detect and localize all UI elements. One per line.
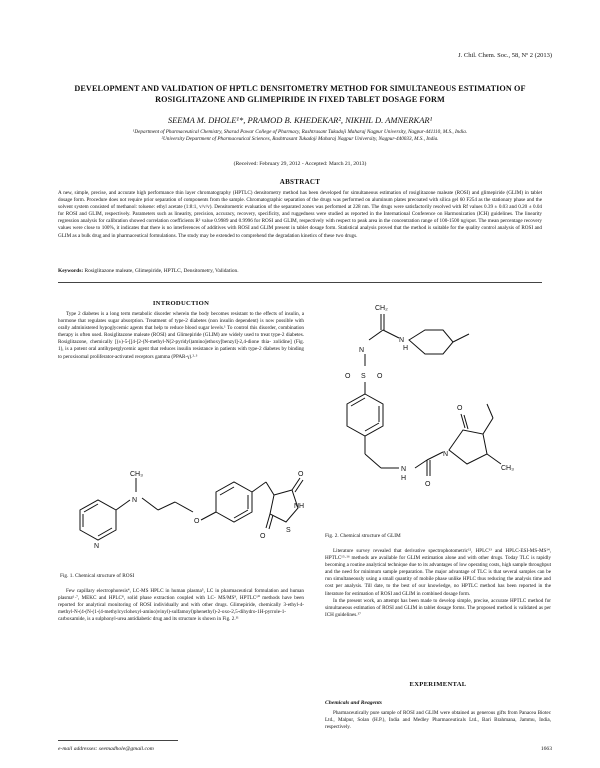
glim-structure-figure: [325, 292, 551, 530]
article-title: DEVELOPMENT AND VALIDATION OF HPTLC DENSITOMETRY METHOD FOR SIMULTANEOUS ESTIMATION OF ROSIGLITAZONE AND GLIMEPIRIDE IN FIXED TABLET DOSAGE FORM: [74, 84, 526, 104]
intro-paragraph-3: Literature survey revealed that derivative spectrophotometric¹², HPLC¹³ and HPLC-ESI-MS-MS¹⁴, HPTLC¹⁵·¹⁶ methods are available for GLIM estimation alone and with other drugs. Today TLC is rapidly becoming a routine analytical technique due to its advantages of low operating costs, high sample throughput and the need for minimum sample preparation. The major advantage of TLC is that several samples can be run simultaneously using a small quantity of mobile phase unlike HPLC thus reducing the analysis time and cost per analysis. Till date, to the best of our knowledge, no HPTLC method has been reported in the literature for estimation of ROSI and GLIM in combined dosage form.: [325, 548, 551, 597]
glim-label-s: S: [361, 373, 366, 380]
benzene-ring-glim: [347, 394, 383, 436]
experimental-heading: EXPERIMENTAL: [409, 681, 467, 688]
pyridine-ring: [80, 500, 116, 540]
rosi-label-ether-o: O: [194, 518, 200, 525]
glim-label-o-amide: O: [425, 481, 431, 488]
glim-label-o-ring: O: [457, 405, 463, 412]
introduction-heading: INTRODUCTION: [152, 300, 210, 307]
glim-label-o-left: O: [345, 373, 351, 380]
glim-label-h3: H: [401, 475, 407, 482]
cyclohexane-ring: [409, 330, 453, 354]
page-number: 1663: [540, 746, 552, 752]
rosi-label-amine-n: N: [132, 497, 138, 504]
intro-paragraph-1: Type 2 diabetes is a long term metabolic disorder wherein the body becomes resistant to the effects of insulin, a hormone that regulates sugar absorption. Treatment of type-2 diabetes (non insulin dependent) is now possible with orally administered hypoglycemic agents that help to reduce blood sugar levels.¹ To control this disorder, combination therapy is often used. Rosiglitazone maleate (ROSI) and Glimepiride (GLIM) are widely used to treat type-2 diabetes. Rosiglitazone, chemically [(±)-5-[[4-[2-(N-methyl-N(2-pyridyl)amino]ethoxy]benzyl]-2,4-dione thia- zolidine] (Fig. 1), is a potent oral antihyperglycemic agent that reduces insulin resistance in patients with type-2 diabetes by binding to peroxisomal proliferator-activated receptors gamma (PPAR-γ).²·³: [58, 311, 304, 360]
affiliation-2: ²University Department of Pharmaceutical Sciences, Rashtrasant Tukadoji Maharaj Nagpur University, Nagpur-440033, M.S., India.: [161, 136, 439, 142]
rosi-label-nh: NH: [294, 503, 305, 510]
affiliation-1: ¹Department of Pharmaceutical Chemistry, Sharad Pawar College of Pharmacy, Rashtrasant Tukadoji Maharaj Nagpur University, Nagpur-441110, M.S., India.: [132, 129, 468, 135]
glim-label-h2: H: [355, 347, 361, 354]
footnote-divider: [58, 740, 178, 741]
glim-label-n1: N: [399, 337, 405, 344]
keywords-list: Rosiglitazone maleate, Glimepiride, HPTLC, Densitometry, Validation.: [83, 268, 239, 274]
glim-label-ch2: CH₂: [375, 305, 388, 312]
affiliations: [60, 129, 540, 143]
intro-paragraph-2: Few capillary electrophoresis⁴, LC-MS HPLC in human plasma⁵, LC in pharmaceutical formulation and human plasma⁶·⁷, MEKC and HPLC⁸, solid phase extraction coupled with LC- MS/MS⁹, HPTLC¹⁰ methods have been reported for analytical monitoring of ROSI individually and with other drugs. Glimepiride, chemically 3-ethyl-4-methyl-N-(4-(N-(1-(4-methylcyclohexyl-amino)vinyl)-sulfamoyl)phenethyl)-2-oxo-2,5-dihydro-1H-pyrrole-1-carboxamide, is a sulphonyl-urea antidiabetic drug and its structure is shown in Fig. 2.¹¹: [58, 588, 304, 623]
section-divider: [58, 282, 542, 283]
glim-label-n2: N: [359, 347, 365, 354]
article-authors: SEEMA M. DHOLE¹*, PRAMOD B. KHEDEKAR², NIKHIL D. AMNERKAR¹: [167, 115, 433, 125]
rosi-label-ch3: CH₃: [130, 471, 143, 478]
received-dates: (Received: February 29, 2012 - Accepted: March 21, 2013): [233, 161, 367, 167]
glim-label-h1: H: [403, 345, 409, 352]
benzene-ring: [216, 482, 252, 522]
chemicals-subheading: Chemicals and Reagents: [325, 700, 382, 706]
journal-header: J. Chil. Chem. Soc., 58, Nº 2 (2013): [458, 52, 552, 59]
rosi-label-o-bottom: O: [260, 533, 266, 540]
keywords-label: Keywords:: [58, 268, 84, 274]
email-footnote: e-mail addresses: seemadhole@gmail.com: [58, 746, 154, 752]
rosi-label-o-top: O: [298, 471, 304, 478]
glim-label-n4: N: [443, 451, 449, 458]
abstract-text: A new, simple, precise, and accurate high performance thin layer chromatography (HPTLC) densitometry method has been developed for simultaneous estimation of rosiglitazone maleate (ROSI) and glimepiride (GLIM) in tablet dosage form. Procedure does not require prior separation of components from the sample. Chromatographic separation of the drugs was performed on aluminum plates precoated with silica gel 60 F254 as the stationary phase and the solvent system consisted of methanol: toluene: ethyl acetate (1:8:1, v/v/v). Densitometric evaluation of the separated zones was performed at 228 nm. The drugs were satisfactorily resolved with Rf values 0.39 ± 0.03 and 0.20 ± 0.04 for ROSI and GLIM, respectively. Parameters such as linearity, precision, accuracy, recovery, specificity, and ruggedness were studied as reported in the International Conference on Harmonization (ICH) guidelines. The linearity regression analysis for calibration showed correlation coefficients R² value 0.9989 and 0.9996 for ROSI and GLIM, respectively with respect to peak area in the concentration range of 100-1500 ng/spot. The mean percentage recovery values were close to 100%, it indicates that there is no interferences of additives with ROSI and GLIM present in tablet dosage form. Statistical analysis proved that the method is suitable for the quality control analysis of ROSI and GLIM as a bulk drug and in pharmaceutical formulations. The study may be extended to comprehend the degradation kinetics of these two drugs.: [58, 190, 542, 239]
pyrrolinone-ring: [449, 430, 487, 464]
glim-label-ch3: CH₃: [501, 465, 514, 472]
chemicals-text: Pharmaceutically pure sample of ROSI and GLIM were obtained as generous gifts from Panacea Biotec Ltd., Malpur, Solan (H.P.), India and Medley Pharmaceuticals Ltd., Bari Brahmana, Jammu, India, respectively.: [325, 710, 551, 731]
fig1-caption: Fig. 1. Chemical structure of ROSI: [60, 573, 135, 579]
intro-right-column: [325, 548, 551, 619]
fig2-caption: Fig. 2. Chemical structure of GLIM: [325, 533, 401, 539]
abstract-heading: ABSTRACT: [279, 178, 321, 186]
rosi-label-s: S: [286, 527, 291, 534]
glim-label-o-right: O: [377, 373, 383, 380]
rosi-label-pyridine-n: N: [94, 543, 100, 550]
keywords: [58, 268, 542, 274]
intro-paragraph-4: In the present work, an attempt has been made to develop simple, precise, accurate HPTLC method for simultaneous estimation of ROSI and GLIM in tablet dosage forms. The proposed method is validated as per ICH guidelines.¹⁷: [325, 597, 551, 618]
glim-label-n3: N: [401, 466, 407, 473]
rosi-structure-figure: [60, 440, 305, 568]
